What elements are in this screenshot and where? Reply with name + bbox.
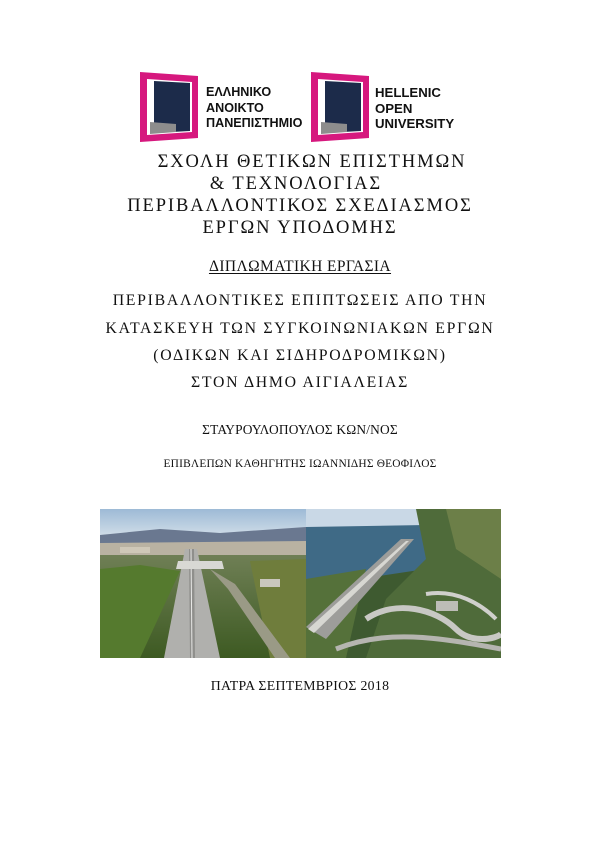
- logo-line: ΑΝΟΙΚΤΟ: [206, 100, 264, 115]
- highway-aerial-photo: [100, 509, 306, 658]
- hou-emblem-icon: [140, 72, 206, 142]
- thesis-title-line3: (ΟΔΙΚΩΝ ΚΑΙ ΣΙΔΗΡΟΔΡΟΜΙΚΩΝ): [153, 347, 447, 364]
- logo-text-greek: [206, 85, 302, 132]
- hou-emblem-icon: [311, 72, 377, 142]
- logo-line: ΕΛΛΗΝΙΚΟ: [206, 85, 272, 99]
- logo-text-english: [375, 85, 454, 132]
- author-name: ΣΤΑΥΡΟΥΛΟΠΟΥΛΟΣ ΚΩΝ/ΝΟΣ: [202, 422, 398, 437]
- coastal-motorway-image: [306, 509, 501, 658]
- hou-logo-greek: [140, 72, 304, 142]
- thesis-title-line2: ΚΑΤΑΣΚΕΥΗ ΤΩΝ ΣΥΓΚΟΙΝΩΝΙΑΚΩΝ ΕΡΓΩΝ: [105, 320, 495, 337]
- logo-line: ΠΑΝΕΠΙΣΤΗΜΙΟ: [206, 116, 303, 130]
- programme-name-line2: ΕΡΓΩΝ ΥΠΟΔΟΜΗΣ: [202, 218, 398, 238]
- school-name-line1: ΣΧΟΛΗ ΘΕΤΙΚΩΝ ΕΠΙΣΤΗΜΩΝ: [157, 152, 467, 172]
- highway-aerial-image: [100, 509, 306, 658]
- school-name-line2: & ΤΕΧΝΟΛΟΓΙΑΣ: [209, 174, 383, 194]
- logo-line: UNIVERSITY: [375, 116, 455, 131]
- thesis-type: ΔΙΠΛΩΜΑΤΙΚΗ ΕΡΓΑΣΙΑ: [208, 258, 392, 275]
- thesis-title-line1: ΠΕΡΙΒΑΛΛΟΝΤΙΚΕΣ ΕΠΙΠΤΩΣΕΙΣ ΑΠΟ ΤΗΝ: [112, 292, 488, 309]
- logo-line: HELLENIC: [375, 85, 441, 100]
- programme-name-line1: ΠΕΡΙΒΑΛΛΟΝΤΙΚΟΣ ΣΧΕΔΙΑΣΜΟΣ: [127, 196, 473, 216]
- thesis-title-line4: ΣΤΟΝ ΔΗΜΟ ΑΙΓΙΑΛΕΙΑΣ: [191, 374, 409, 391]
- logo-line: OPEN: [375, 100, 413, 116]
- supervisor-name: ΕΠΙΒΛΕΠΩΝ ΚΑΘΗΓΗΤΗΣ ΙΩΑΝΝΙΔΗΣ ΘΕΟΦΙΛΟΣ: [163, 458, 437, 470]
- hou-logo-english: [311, 72, 475, 142]
- motorway-coastal-photo: [306, 509, 501, 658]
- place-and-date: ΠΑΤΡΑ ΣΕΠΤΕΜΒΡΙΟΣ 2018: [210, 678, 390, 693]
